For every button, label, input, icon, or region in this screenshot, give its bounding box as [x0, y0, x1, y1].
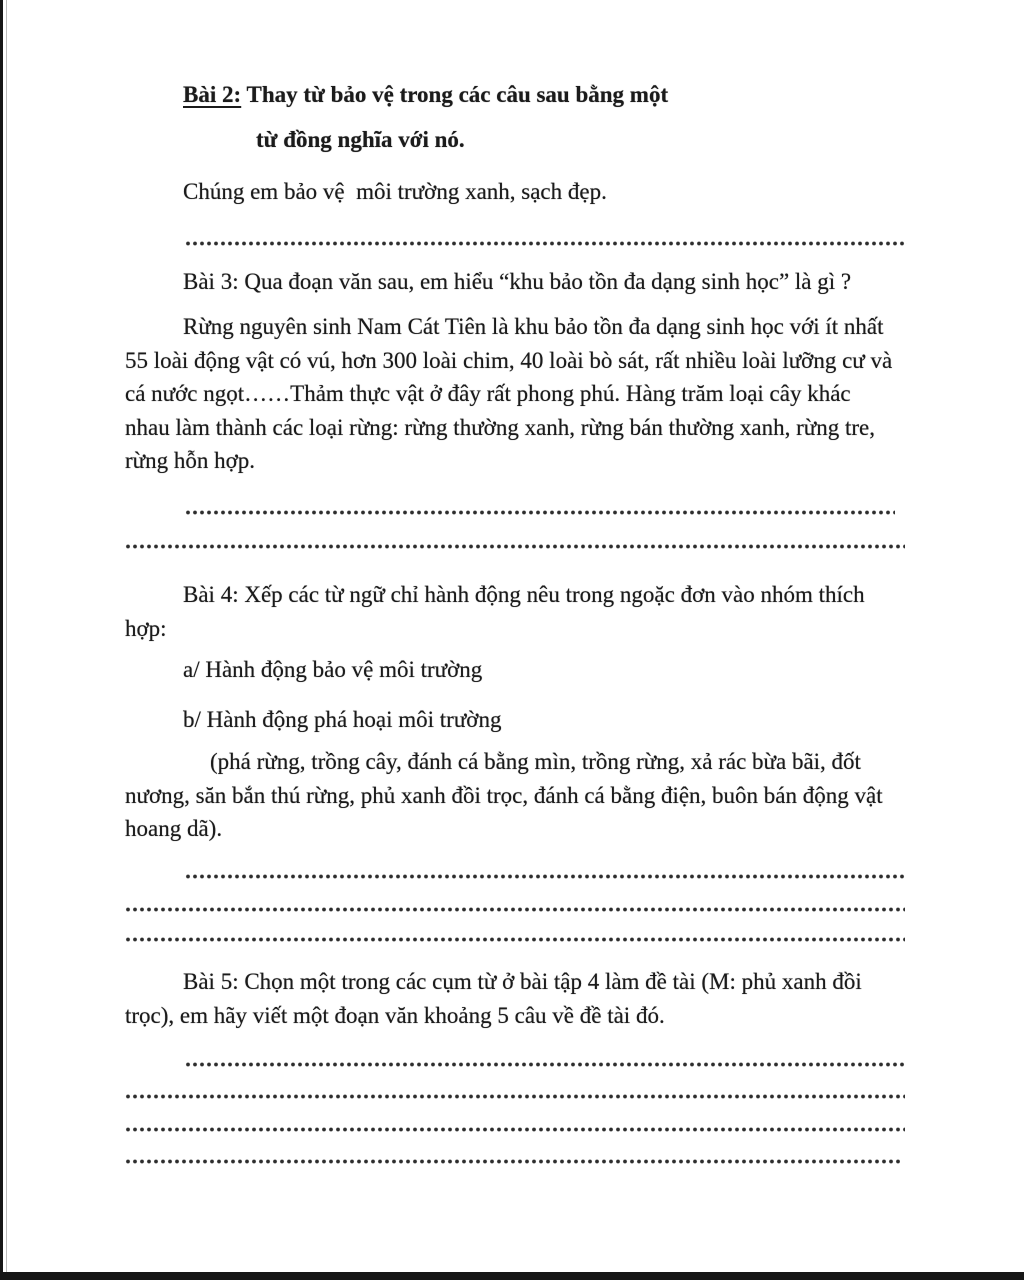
answer-line: [125, 1093, 905, 1100]
paragraph-line: 55 loài động vật có vú, hơn 300 loài chim, 40 loài bò sát, rất nhiều loài lưỡng cư và: [125, 347, 893, 373]
heading-line: hợp:: [125, 615, 167, 641]
exercise2-heading-line2: từ đồng nghĩa với nó.: [256, 127, 465, 152]
answer-line: [125, 936, 905, 943]
paragraph-line: Rừng nguyên sinh Nam Cát Tiên là khu bảo tồn đa dạng sinh học với ít nhất: [183, 314, 884, 339]
answer-line: [185, 240, 907, 247]
answer-line: [125, 543, 905, 550]
exercise3-heading: Bài 3: Qua đoạn văn sau, em hiểu “khu bảo tồn đa dạng sinh học” là gì ?: [183, 269, 852, 294]
exercise2-heading-line1: [183, 78, 668, 111]
exercise5-heading: [125, 965, 925, 1032]
answer-line: [185, 509, 895, 516]
exercise4-item-a: a/ Hành động bảo vệ môi trường: [183, 657, 483, 682]
paragraph-line: cá nước ngọt……Thảm thực vật ở đây rất phong phú. Hàng trăm loại cây khác: [125, 381, 851, 406]
paragraph-line: (phá rừng, trồng cây, đánh cá bằng mìn, trồng rừng, xả rác bừa bãi, đốt: [210, 749, 861, 774]
exercise2-label: Bài 2:: [183, 82, 242, 107]
answer-line: [185, 1061, 905, 1068]
exercise4-heading: [125, 578, 925, 645]
heading-line: Bài 5: Chọn một trong các cụm từ ở bài tập 4 làm đề tài (M: phủ xanh đồi: [183, 969, 862, 994]
exercise4-word-list: [125, 745, 925, 846]
paragraph-line: nhau làm thành các loại rừng: rừng thường xanh, rừng bán thường xanh, rừng tre,: [125, 414, 875, 440]
scan-left-border: [0, 0, 3, 1280]
answer-line: [185, 873, 905, 880]
answer-line: [125, 906, 905, 913]
heading-line: trọc), em hãy viết một đoạn văn khoảng 5 câu về đề tài đó.: [125, 1002, 665, 1028]
answer-line: [125, 1126, 905, 1133]
exercise3-paragraph: [125, 310, 925, 478]
paragraph-line: hoang dã).: [125, 816, 223, 841]
exercise2-sentence: Chúng em bảo vệ môi trường xanh, sạch đẹp.: [183, 179, 607, 204]
paragraph-line: rừng hỗn hợp.: [125, 448, 256, 473]
scan-bottom-border: [0, 1272, 1024, 1280]
scan-left-border-shadow: [6, 0, 7, 1280]
heading-line: Bài 4: Xếp các từ ngữ chỉ hành động nêu trong ngoặc đơn vào nhóm thích: [183, 582, 865, 607]
exercise2-heading-text: Thay từ bảo vệ trong các câu sau bằng một: [241, 82, 669, 107]
paragraph-line: nương, săn bắn thú rừng, phủ xanh đồi trọc, đánh cá bằng điện, buôn bán động vật: [125, 782, 883, 808]
exercise4-item-b: b/ Hành động phá hoại môi trường: [183, 707, 502, 732]
answer-line: [125, 1158, 900, 1165]
